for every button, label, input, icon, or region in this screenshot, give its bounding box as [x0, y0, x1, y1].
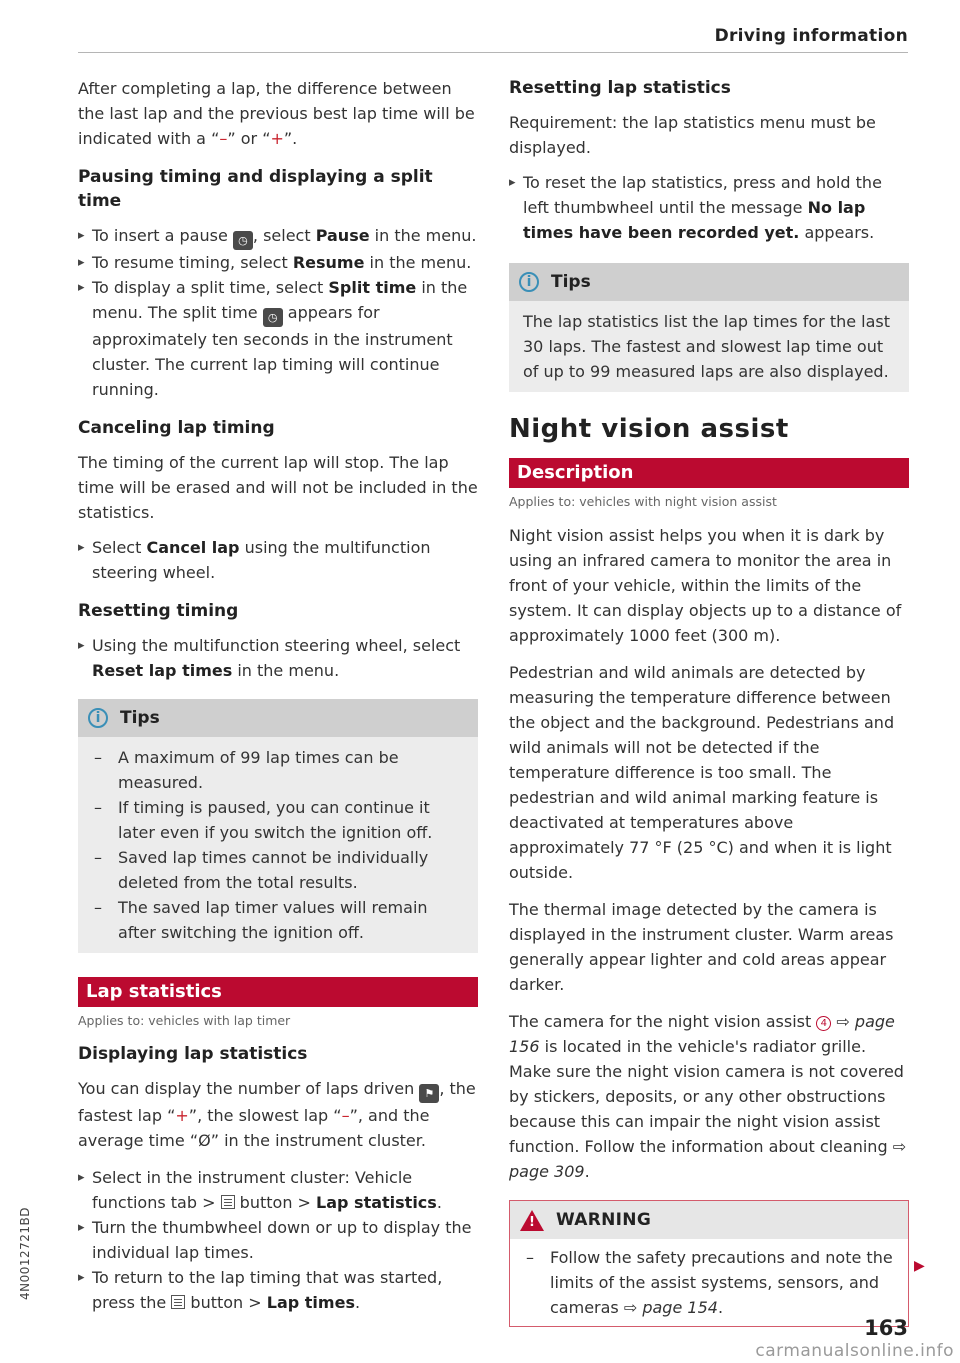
- heading-resetting-stats: Resetting lap statistics: [509, 78, 731, 98]
- canceling-paragraph: The timing of the current lap will stop. The lap time will be erased and will not be included in the statistics.: [78, 453, 478, 522]
- page-header: [78, 24, 908, 53]
- step-thumbwheel: ▸ Turn the thumbwheel down or up to display the individual lap times.: [78, 1215, 478, 1265]
- tips-label: Tips: [120, 708, 160, 728]
- applies-to-lap-timer: Applies to: vehicles with lap timer: [78, 1013, 291, 1028]
- night-paragraph-2: Pedestrian and wild animals are detected by measuring the temperature difference between the object and the background. Pedestrians and wild animals will not be detected if the temperature difference is too small. The pedestrian and wild animal marking feature is deactivated at temperatures above approximately 77 °F (25 °C) and when it is light outside.: [509, 663, 895, 882]
- pause-icon: ◷: [233, 231, 253, 250]
- description-bar: Description: [509, 458, 909, 488]
- intro-paragraph: After completing a lap, the difference between the last lap and the previous best lap time will be indicated with a “–” or “+”.: [78, 79, 475, 148]
- warning-header: [510, 1201, 908, 1239]
- right-column: [509, 76, 909, 1327]
- section-title: Driving information: [714, 26, 908, 46]
- heading-displaying-stats: Displaying lap statistics: [78, 1044, 308, 1064]
- heading-canceling: Canceling lap timing: [78, 418, 275, 438]
- laps-driven-icon: ⚑: [419, 1084, 439, 1103]
- tips-header: [78, 699, 478, 737]
- page-link-309[interactable]: page 309: [509, 1162, 585, 1181]
- tip-item: – Saved lap times cannot be individually deleted from the total results.: [92, 845, 466, 895]
- left-column: [78, 76, 478, 1315]
- step-reset-lap-times: ▸ Using the multifunction steering wheel, select Reset lap times in the menu.: [78, 633, 478, 683]
- watermark: carmanualsonline.info: [755, 1341, 954, 1361]
- tips-box-left: [78, 699, 478, 953]
- step-select-instrument: ▸ Select in the instrument cluster: Vehicle functions tab > button > Lap statistics.: [78, 1165, 478, 1215]
- warning-label: WARNING: [556, 1210, 652, 1230]
- tips-label: Tips: [551, 272, 591, 292]
- page-number: 163: [864, 1316, 908, 1340]
- night-paragraph-1: Night vision assist helps you when it is dark by using an infrared camera to monitor the area in front of your vehicle, within the limits of the system. It can display objects up to a distance of approximately 1000 feet (300 m).: [509, 526, 902, 645]
- night-vision-title: Night vision assist: [509, 414, 789, 444]
- heading-resetting: Resetting timing: [78, 601, 239, 621]
- warning-box: [509, 1200, 909, 1327]
- requirement-paragraph: Requirement: the lap statistics menu must be displayed.: [509, 113, 876, 157]
- split-time-icon: ◷: [263, 308, 283, 327]
- step-split-time: ▸ To display a split time, select Split time in the menu. The split time ◷ appears for approximately ten seconds in the instrument cluster. The current lap timing will continue running.: [78, 275, 478, 402]
- tips-header: [509, 263, 909, 301]
- lap-statistics-bar: Lap statistics: [78, 977, 478, 1007]
- step-return-lap-timing: ▸ To return to the lap timing that was started, press the button > Lap times.: [78, 1265, 478, 1315]
- tips-box-right: [509, 263, 909, 392]
- step-insert-pause: ▸ To insert a pause ◷ , select Pause in the menu.: [78, 223, 478, 250]
- step-resume: ▸ To resume timing, select Resume in the menu.: [78, 250, 478, 275]
- warning-item: – Follow the safety precautions and note the limits of the assist systems, sensors, and cameras ⇨ page 154.: [524, 1245, 896, 1320]
- night-paragraph-3: The thermal image detected by the camera is displayed in the instrument cluster. Warm areas generally appear lighter and cold areas appear darker.: [509, 900, 894, 994]
- applies-to-night-vision: Applies to: vehicles with night vision assist: [509, 494, 777, 509]
- page-link-154[interactable]: page 154: [642, 1298, 718, 1317]
- tip-item: – A maximum of 99 lap times can be measured.: [92, 745, 466, 795]
- tip-item: – The saved lap timer values will remain after switching the ignition off.: [92, 895, 466, 945]
- night-paragraph-4: The camera for the night vision assist 4 ⇨ page 156 is located in the vehicle's radiator grille. Make sure the night vision camera is not covered by stickers, deposits, or any other obstructions because this can impair the night vision assist function. Follow the information about cleaning ⇨ page 309.: [509, 1012, 907, 1181]
- warning-triangle-icon: !: [520, 1210, 544, 1231]
- menu-button-icon: [171, 1295, 185, 1309]
- menu-button-icon: [221, 1195, 235, 1209]
- document-code: 4N0012721BD: [18, 1206, 32, 1300]
- tips-text: The lap statistics list the lap times for the last 30 laps. The fastest and slowest lap time out of up to 99 measured laps are also displayed.: [523, 312, 891, 381]
- step-reset-stats: ▸ To reset the lap statistics, press and hold the left thumbwheel until the message No lap times have been recorded yet. appears.: [509, 170, 909, 245]
- step-cancel-lap: ▸ Select Cancel lap using the multifunction steering wheel.: [78, 535, 478, 585]
- lapstats-paragraph: You can display the number of laps driven ⚑ , the fastest lap “+”, the slowest lap “–”, and the average time “Ø” in the instrument cluster.: [78, 1079, 476, 1150]
- info-icon: i: [519, 272, 539, 292]
- info-icon: i: [88, 708, 108, 728]
- page-link-156[interactable]: page 156: [509, 1012, 895, 1056]
- callout-4-icon: 4: [816, 1016, 831, 1031]
- continue-arrow-icon: ▶: [914, 1258, 925, 1274]
- tip-item: – If timing is paused, you can continue it later even if you switch the ignition off.: [92, 795, 466, 845]
- heading-pausing: Pausing timing and displaying a split time: [78, 167, 433, 211]
